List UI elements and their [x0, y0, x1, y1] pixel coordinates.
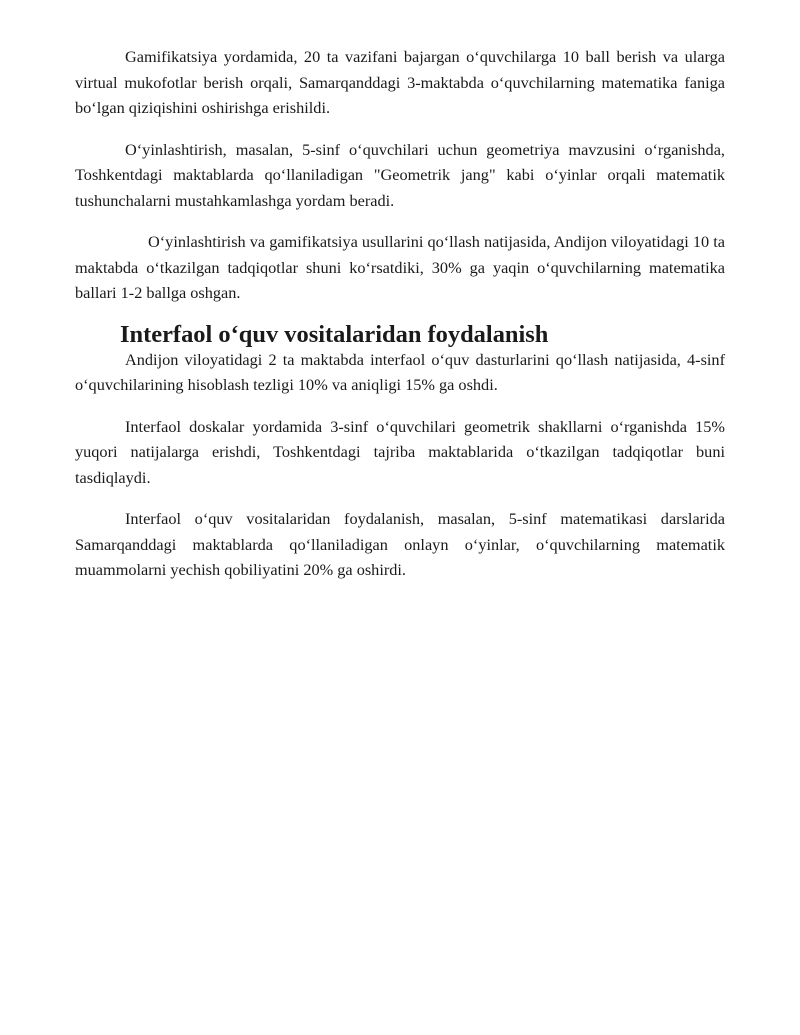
section-heading: Interfaol o‘quv vositalaridan foydalanish [120, 320, 549, 348]
paragraph-online-games: Interfaol o‘quv vositalaridan foydalanish, masalan, 5-sinf matematikasi darslarida Samarqanddagi maktablarda qo‘llaniladigan onlayn o‘yinlar, o‘quvchilarning matematik muammolarni yechish qobiliyatini 20% ga oshirdi. [75, 509, 725, 579]
paragraph-interactive-boards: Interfaol doskalar yordamida 3-sinf o‘quvchilari geometrik shakllarni o‘rganishda 15% yuqori natijalarga erishdi, Toshkentdagi tajriba maktablarida o‘tkazilgan tadqiqotlar buni tasdiqlaydi. [75, 416, 725, 487]
paragraph-geometric-game: O‘yinlashtirish, masalan, 5-sinf o‘quvchilari uchun geometriya mavzusini o‘rganishda, Toshkentdagi maktablarda qo‘llaniladigan "Geometrik jang" kabi o‘yinlar orqali matematik tushunchalarni mustahkamlashga yordam beradi. [75, 139, 725, 210]
paragraph-gamification-samarkand: Gamifikatsiya yordamida, 20 ta vazifani bajargan o‘quvchilarga 10 ball berish va ularga virtual mukofotlar berish orqali, Samarqanddagi 3-maktabda o‘quvchilarning matematika faniga bo‘lgan qiziqishini oshirishga erishildi. [75, 47, 725, 117]
paragraph-interactive-software: Andijon viloyatidagi 2 ta maktabda interfaol o‘quv dasturlarini qo‘llash natijasida, 4-sinf o‘quvchilarining hisoblash tezligi 10% va aniqligi 15% ga oshdi. [75, 349, 725, 394]
paragraph-andijan-research: O‘yinlashtirish va gamifikatsiya usullarini qo‘llash natijasida, Andijon viloyatidagi 10 ta maktabda o‘tkazilgan tadqiqotlar shuni ko‘rsatdiki, 30% ga yaqin o‘quvchilarning matematika ballari 1-2 ballga oshgan. [75, 232, 725, 302]
document-page [75, 44, 725, 599]
